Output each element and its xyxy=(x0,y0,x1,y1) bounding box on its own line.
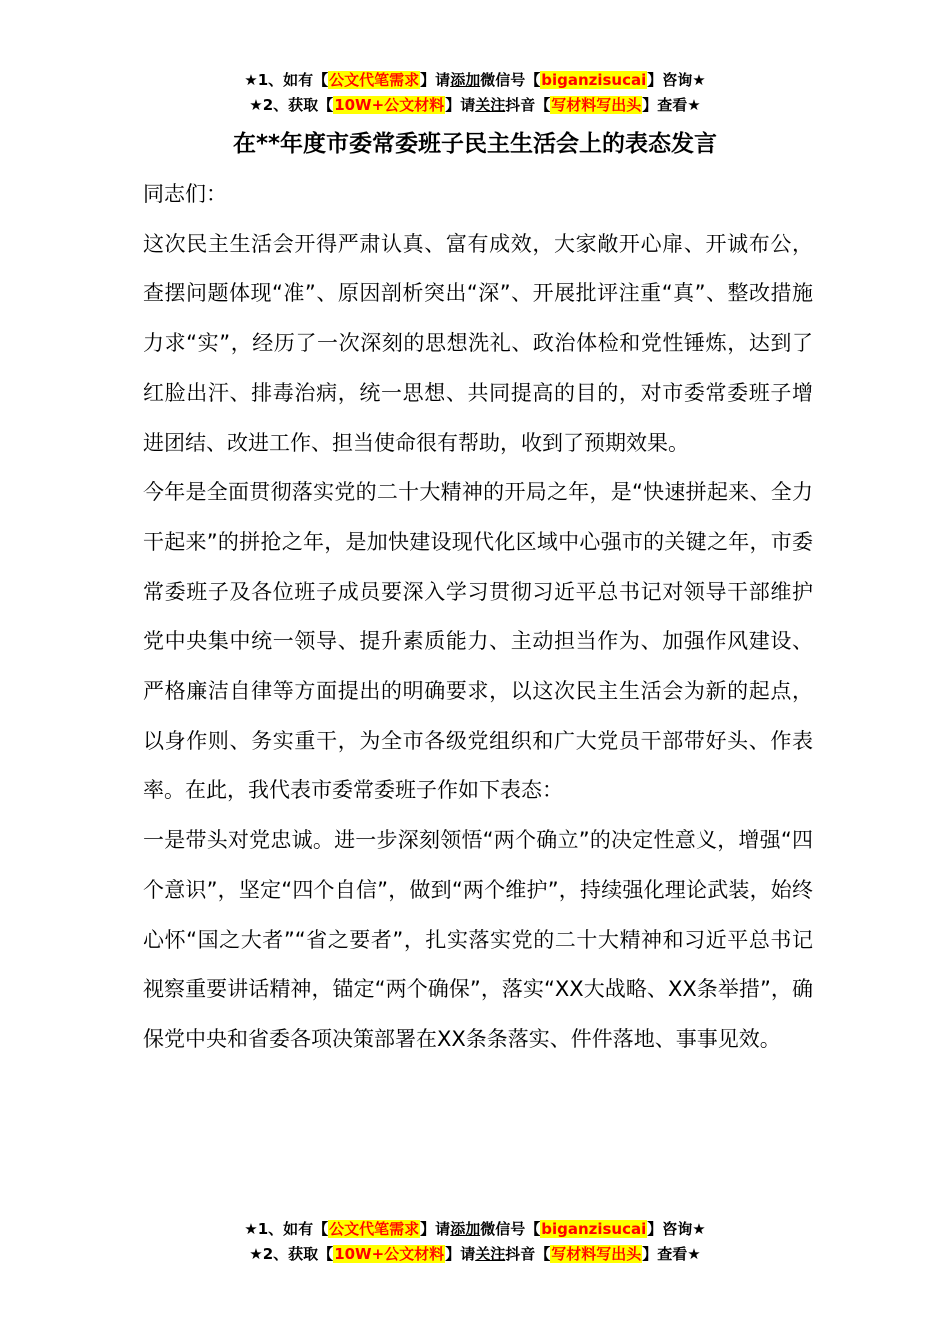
banner-line-2 xyxy=(0,1242,950,1267)
banner-highlight-materials: 10W+公文材料 xyxy=(334,96,445,114)
banner-text: 】请 xyxy=(445,96,476,114)
banner-underlined-add: 添加 xyxy=(450,1220,481,1238)
banner-highlight-account: 写材料写出头 xyxy=(551,96,642,114)
banner-text: ★2、获取【 xyxy=(249,96,334,114)
banner-text: 】查看★ xyxy=(642,96,701,114)
banner-text: 】请 xyxy=(420,1220,451,1238)
banner-highlight-service: 公文代笔需求 xyxy=(329,71,420,89)
banner-text: 抖音【 xyxy=(505,1245,551,1263)
paragraph: 一是带头对党忠诚。进一步深刻领悟“两个确立”的决定性意义，增强“四个意识”，坚定“四个自信”，做到“两个维护”，持续强化理论武装，始终心怀“国之大者”“省之要者”，扎实落实党的二十大精神和习近平总书记视察重要讲话精神，锚定“两个确保”，落实“XX大战略、XX条举措”，确保党中央和省委各项决策部署在XX条条落实、件件落地、事事见效。 xyxy=(143,828,813,1051)
banner-underlined-follow: 关注 xyxy=(475,96,506,114)
banner-highlight-wechat-id: biganzisucai xyxy=(541,1220,647,1238)
banner-text: ★2、获取【 xyxy=(249,1245,334,1263)
footer-banner xyxy=(0,1217,950,1267)
banner-text: 抖音【 xyxy=(505,96,551,114)
banner-highlight-wechat-id: biganzisucai xyxy=(541,71,647,89)
banner-text: 】查看★ xyxy=(642,1245,701,1263)
banner-line-1 xyxy=(0,1217,950,1242)
banner-highlight-materials: 10W+公文材料 xyxy=(334,1245,445,1263)
banner-underlined-add: 添加 xyxy=(450,71,481,89)
banner-text: 微信号【 xyxy=(480,71,541,89)
banner-text: 微信号【 xyxy=(480,1220,541,1238)
banner-underlined-follow: 关注 xyxy=(475,1245,506,1263)
banner-line-1 xyxy=(0,68,950,93)
banner-text: 】请 xyxy=(420,71,451,89)
banner-text: ★1、如有【 xyxy=(244,1220,329,1238)
banner-line-2 xyxy=(0,93,950,118)
banner-text: 】咨询★ xyxy=(647,71,706,89)
paragraph: 今年是全面贯彻落实党的二十大精神的开局之年，是“快速拼起来、全力干起来”的拼抢之年，是加快建设现代化区域中心强市的关键之年，市委常委班子及各位班子成员要深入学习贯彻习近平总书记对领导干部维护党中央集中统一领导、提升素质能力、主动担当作为、加强作风建设、严格廉洁自律等方面提出的明确要求，以这次民主生活会为新的起点，以身作则、务实重干，为全市各级党组织和广大党员干部带好头、作表率。在此，我代表市委常委班子作如下表态： xyxy=(143,480,813,803)
document-body xyxy=(143,170,813,1065)
header-banner xyxy=(0,68,950,118)
banner-text: 】请 xyxy=(445,1245,476,1263)
banner-text: 】咨询★ xyxy=(647,1220,706,1238)
banner-text: ★1、如有【 xyxy=(244,71,329,89)
document-title: 在**年度市委常委班子民主生活会上的表态发言 xyxy=(232,131,718,157)
paragraph: 这次民主生活会开得严肃认真、富有成效，大家敞开心扉、开诚布公，查摆问题体现“准”、原因剖析突出“深”、开展批评注重“真”、整改措施力求“实”，经历了一次深刻的思想洗礼、政治体检和党性锤炼，达到了红脸出汗、排毒治病，统一思想、共同提高的目的，对市委常委班子增进团结、改进工作、担当使命很有帮助，收到了预期效果。 xyxy=(143,231,813,455)
salutation: 同志们： xyxy=(143,182,227,206)
banner-highlight-account: 写材料写出头 xyxy=(551,1245,642,1263)
banner-highlight-service: 公文代笔需求 xyxy=(329,1220,420,1238)
